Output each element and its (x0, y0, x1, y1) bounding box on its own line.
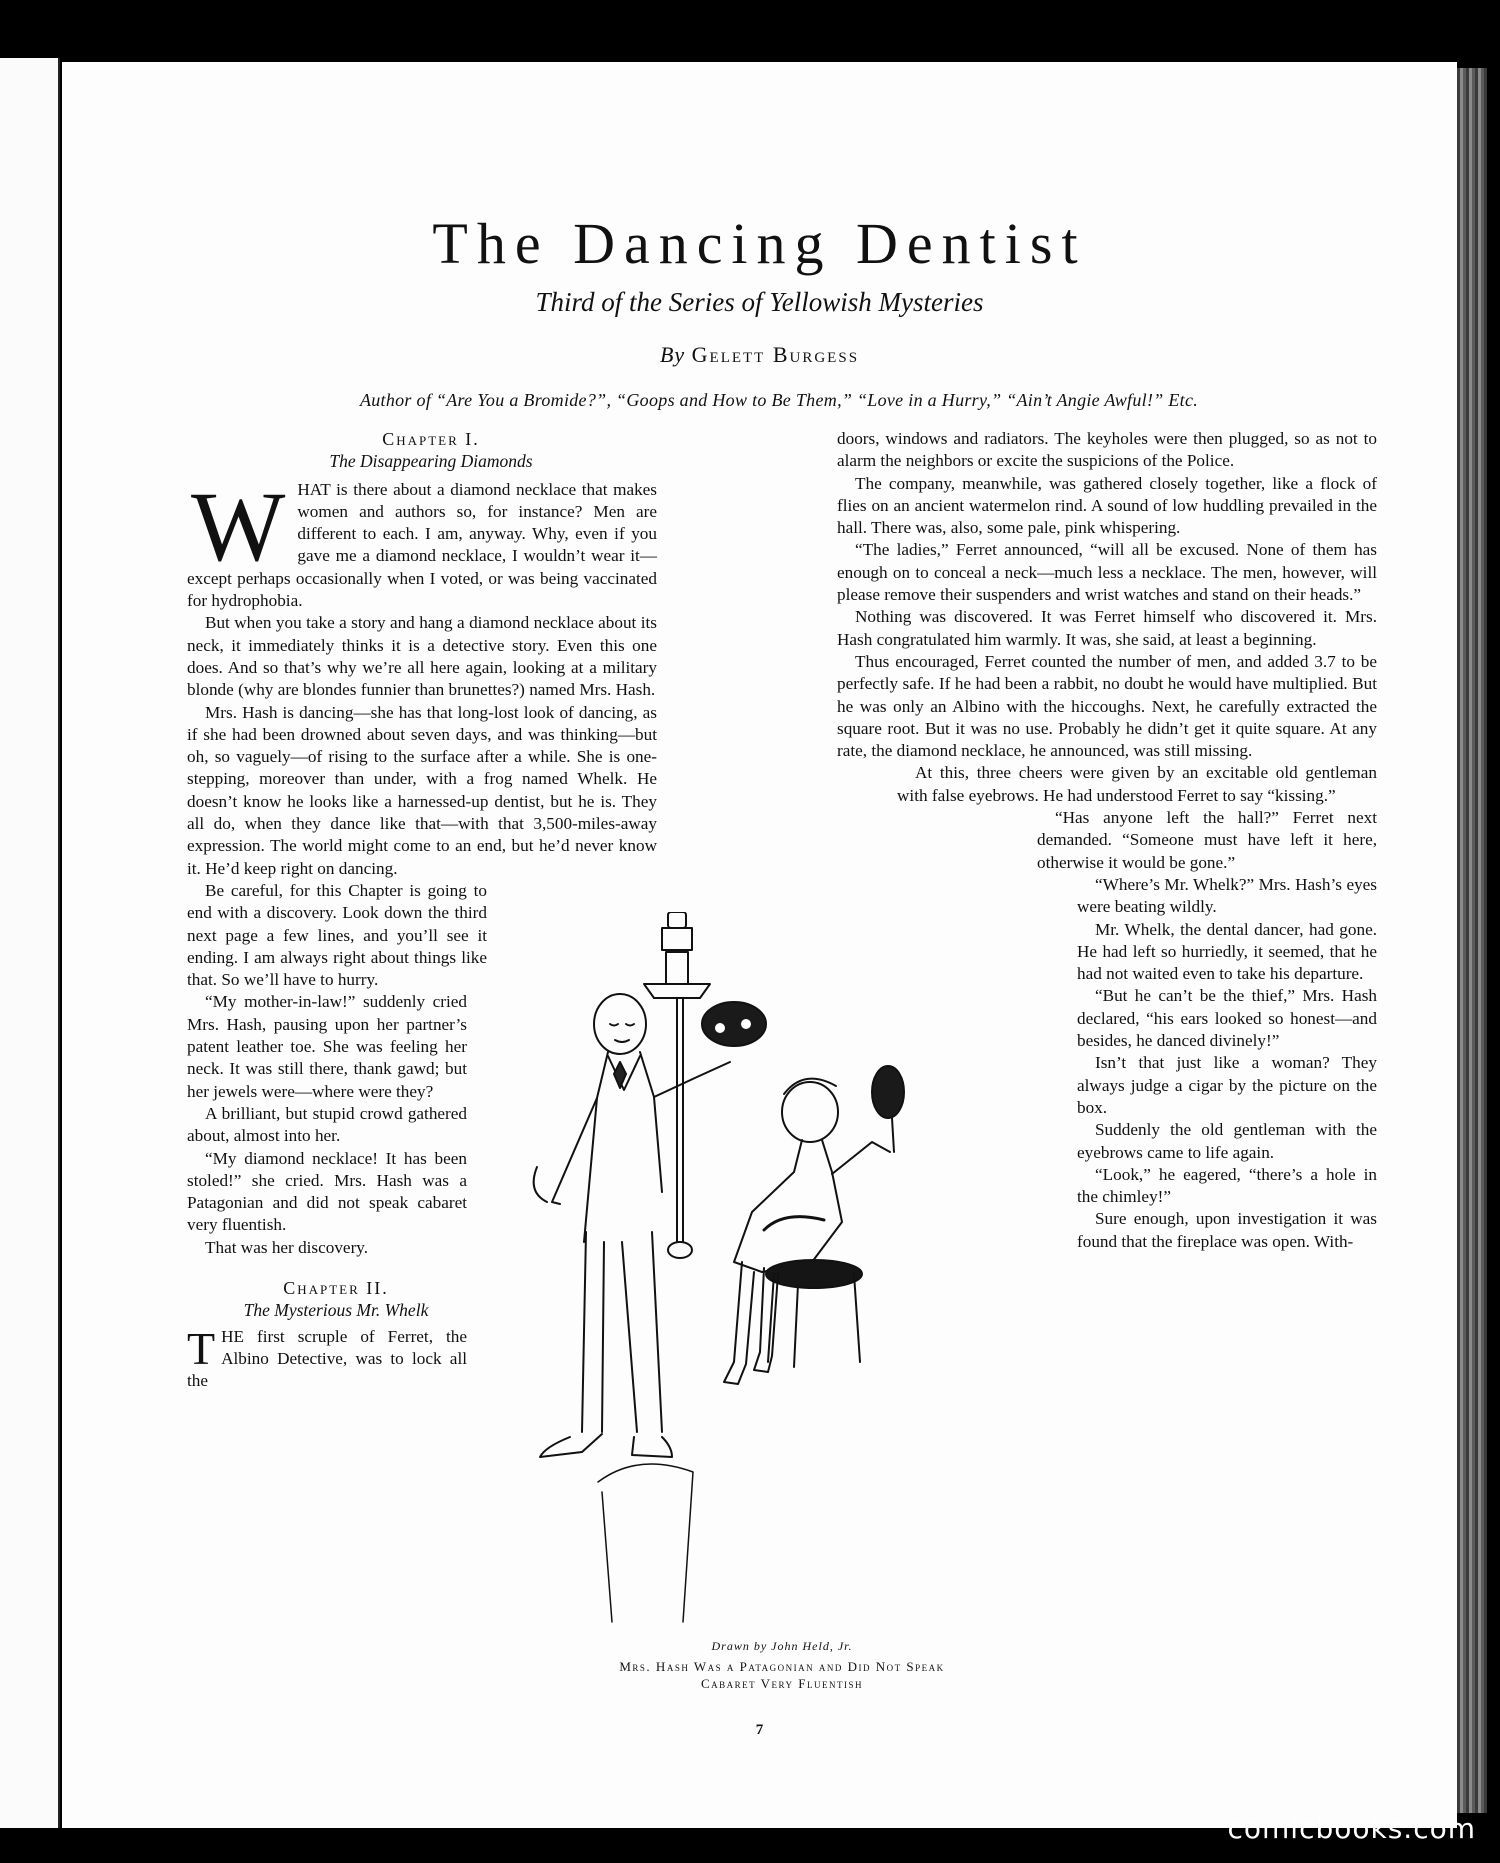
book-spine-edge (1457, 68, 1487, 1813)
previous-page-edge (0, 58, 60, 1828)
author-name: Gelett Burgess (691, 342, 860, 367)
magazine-page (62, 62, 1457, 1828)
column-2-paragraph: doors, windows and radiators. The keyholes were then plugged, so as not to alarm the neighbors or excite the suspicions of the Police. (837, 429, 1377, 471)
hat-drawing (702, 1002, 766, 1046)
man-figure-drawing (534, 994, 730, 1457)
chapter-1-paragraph: “My diamond necklace! It has been stoled!” she cried. Mrs. Hash was a Patagonian and did not speak cabaret very fluentish. (187, 1148, 467, 1235)
chapter-1-subheading: The Disappearing Diamonds (329, 451, 533, 472)
illustration-credit: Drawn by John Held, Jr. (711, 1639, 853, 1653)
column-2-paragraph: Isn’t that just like a woman? They always judge a cigar by the picture on the box. (1077, 1053, 1377, 1117)
chapter-1-paragraph: Mrs. Hash is dancing—she has that long-lost look of dancing, as if she had been drowned about seven days, and was thinking—but oh, so vaguely—of rising to the surface after a while. She is one-stepping, moreover than under, with a frog named Whelk. He doesn’t know he looks like a harnessed-up dentist, but he is. They all do, when they dance like that—with that 3,500-miles-away expression. The world might come to an end, but he’d never know it. He’d keep right on dancing. (187, 702, 657, 878)
drop-cap: T (187, 1322, 216, 1374)
paragraph-text: HAT is there about a diamond necklace that makes women and authors so, for instance? Men are different to each. I am, anyway. Why, even if you gave me a diamond necklace, I wouldn’t wear it—except perhaps occasionally when I voted, or was being vaccinated for hydrophobia. (187, 479, 657, 611)
byline (62, 342, 1457, 368)
article-subtitle: Third of the Series of Yellowish Mysteries (535, 287, 984, 317)
column-2-paragraph: At this, three cheers were given by an excitable old gentleman with false eyebrows. He had understood Ferret to say “kissing.” (897, 763, 1377, 805)
column-2-paragraph: Suddenly the old gentleman with the eyebrows came to life again. (1077, 1120, 1377, 1162)
drop-cap: W (191, 470, 286, 582)
column-2-paragraph: Mr. Whelk, the dental dancer, had gone. He had left so hurriedly, it seemed, that he had not waited even to take his departure. (1077, 919, 1377, 984)
column-2-paragraph: Thus encouraged, Ferret counted the number of men, and added 3.7 to be perfectly safe. If he had been a rabbit, no doubt he would have multiplied. But he was only an Albino with the hiccoughs. Next, he carefully extracted the square root. But it was no use. Probably he didn’t get it quite square. At any rate, the diamond necklace, he announced, was still missing. (837, 651, 1377, 761)
article-title: The Dancing Dentist (432, 211, 1087, 276)
column-2-paragraph: The company, meanwhile, was gathered closely together, like a flock of flies on an ancient watermelon rind. A sound of low huddling prevailed in the hall. There was, also, some pale, pink whispering. (837, 473, 1377, 538)
chapter-1-paragraph: Be careful, for this Chapter is going to end with a discovery. Look down the third next page a few lines, and you’ll see it ending. I am always right about things like that. So we’ll have to hurry. (187, 880, 487, 990)
chapter-1-paragraph: A brilliant, but stupid crowd gathered about, almost into her. (187, 1103, 467, 1146)
illustration-caption: Mrs. Hash Was a Patagonian and Did Not Speak Cabaret Very Fluentish (619, 1659, 945, 1691)
lamp-post-drawing (644, 912, 710, 1258)
column-2-paragraph: Nothing was discovered. It was Ferret himself who discovered it. Mrs. Hash congratulated him warmly. It was, she said, at least a beginning. (837, 607, 1377, 649)
chapter-1-paragraph: That was her discovery. (205, 1237, 369, 1257)
page-number: 7 (755, 1722, 764, 1738)
column-2-paragraph: “But he can’t be the thief,” Mrs. Hash declared, “his ears looked so honest—and besides, he danced divinely!” (1077, 986, 1377, 1051)
column-2-paragraph: Sure enough, upon investigation it was found that the fireplace was open. With- (1077, 1209, 1377, 1251)
chapter-1-heading: Chapter I. (382, 429, 480, 449)
woman-figure-drawing (724, 1066, 904, 1384)
chapter-1-paragraph: But when you take a story and hang a diamond necklace about its neck, it immediately thinks it is a detective story. Even this one does. And so that’s why we’re all here again, looking at a military blonde (why are blondes funnier than brunettes?) named Mrs. Hash. (187, 613, 657, 700)
chapter-1-paragraph: “My mother-in-law!” suddenly cried Mrs. Hash, pausing upon her partner’s patent leather toe. She was feeling her neck. It was still there, thank gawd; but her jewels were—where were they? (187, 992, 467, 1101)
column-2-paragraph: “Has anyone left the hall?” Ferret next demanded. “Someone must have left it here, otherwise it would be gone.” (1037, 808, 1377, 872)
chapter-2-paragraph (187, 1322, 467, 1393)
column-2-paragraph: “Where’s Mr. Whelk?” Mrs. Hash’s eyes were beating wildly. (1077, 874, 1377, 917)
watermark-text: comicbooks.com (1227, 1812, 1476, 1845)
column-2-paragraph: “Look,” he eagered, “there’s a hole in the chimley!” (1077, 1164, 1377, 1207)
paragraph-text: HE first scruple of Ferret, the Albino Detective, was to lock all the (187, 1326, 467, 1391)
author-credits: Author of “Are You a Bromide?”, “Goops and How to Be Them,” “Love in a Hurry,” “Ain’t Angie Awful!” Etc. (359, 390, 1199, 410)
byline-prefix: By (659, 342, 686, 367)
column-2-paragraph: “The ladies,” Ferret announced, “will all be excused. None of them has enough on to conceal a neck—much less a necklace. The men, however, will please remove their suspenders and wrist watches and stand on their heads.” (837, 540, 1377, 605)
illustration-dancing-couple (502, 912, 1062, 1632)
chapter-2-subheading: The Mysterious Mr. Whelk (243, 1300, 429, 1321)
chapter-1-paragraph (187, 470, 657, 613)
chapter-2-heading: Chapter II. (283, 1277, 389, 1298)
